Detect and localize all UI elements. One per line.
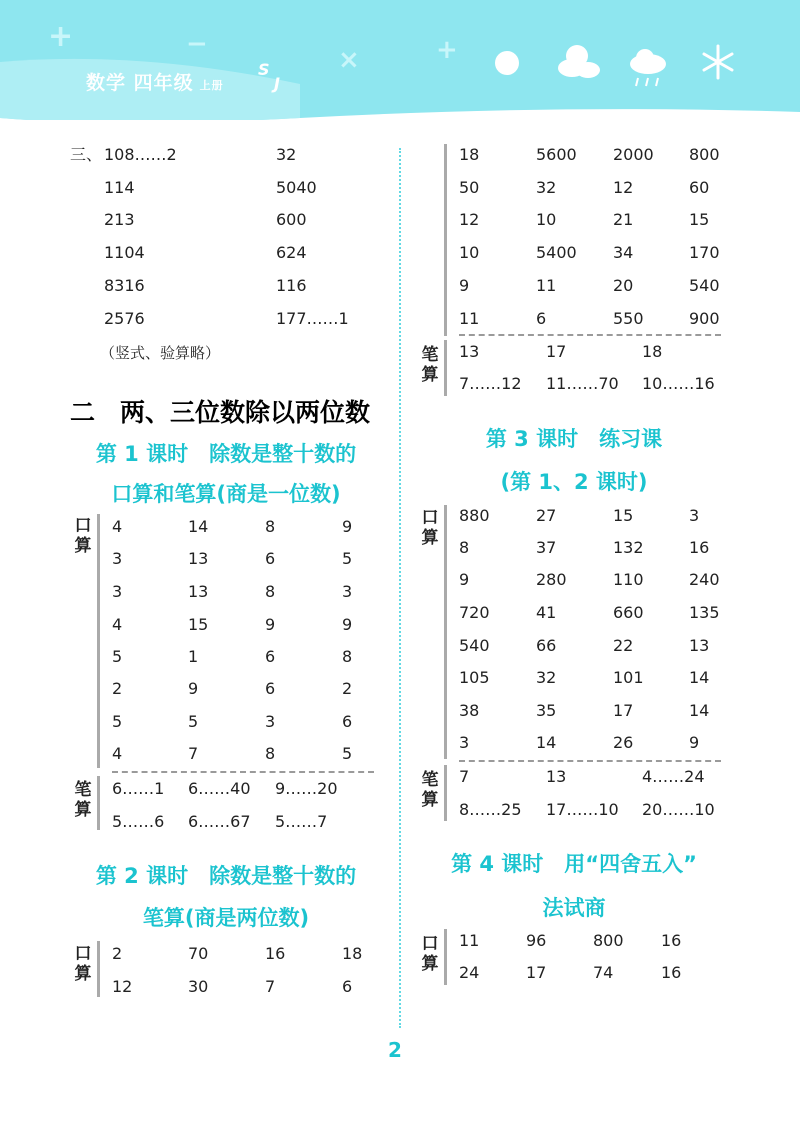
answer-cell: 17	[526, 963, 547, 982]
answer-cell: 3	[265, 712, 276, 731]
answer-cell: 880	[459, 506, 490, 525]
cont-kousuan-bar	[444, 144, 447, 336]
answer-cell: 6	[342, 712, 353, 731]
answer-cell: 13	[546, 767, 567, 786]
answer-cell: 15	[188, 615, 209, 634]
sun-icon	[495, 51, 519, 75]
cont-bisuan-bar	[444, 340, 447, 396]
svg-text:−: −	[186, 29, 208, 59]
answer-cell: 18	[459, 145, 480, 164]
lesson4-title-line2: 法试商	[542, 896, 606, 920]
answer-cell: 8	[265, 517, 276, 536]
answer-cell: 8	[342, 647, 353, 666]
answer-cell: 10	[536, 210, 557, 229]
lesson3-title-line2: (第 1、2 课时)	[500, 470, 648, 494]
answer-cell: 550	[613, 309, 644, 328]
answer-cell: 9	[265, 615, 276, 634]
answer-cell: 16	[689, 538, 710, 557]
page-header	[0, 0, 800, 120]
answer-cell: 13	[188, 549, 209, 568]
answer-cell: 22	[613, 636, 634, 655]
answer-cell: 4	[112, 517, 123, 536]
answer-cell: 9	[342, 517, 353, 536]
answer-cell: 21	[613, 210, 634, 229]
answer-cell: 4	[112, 615, 123, 634]
answer-cell: 26	[613, 733, 634, 752]
answer-cell: 5	[188, 712, 199, 731]
answer-cell: 4……24	[642, 767, 705, 786]
answer-cell: 5……7	[275, 812, 328, 831]
answer-cell: 2	[112, 944, 123, 963]
answer-cell: 18	[642, 342, 663, 361]
answer-cell: 20……10	[642, 800, 715, 819]
svg-text:+: +	[48, 19, 74, 54]
answer-cell: 34	[613, 243, 634, 262]
answer-cell: 10	[459, 243, 480, 262]
lesson2-title-line2: 笔算(商是两位数)	[142, 906, 310, 930]
lesson1-title-line2: 口算和笔算(商是一位数)	[111, 482, 341, 506]
answer-cell: 5	[342, 549, 353, 568]
answer-cell: 20	[613, 276, 634, 295]
answer-cell: 32	[536, 668, 557, 687]
answer-cell: 7……12	[459, 374, 522, 393]
answer-cell: 2000	[613, 145, 654, 164]
answer-cell: 105	[459, 668, 490, 687]
lesson3-bisuan-bar	[444, 765, 447, 821]
answer-cell: 213	[104, 210, 135, 229]
answer-cell: 30	[188, 977, 209, 996]
answer-cell: 5	[112, 647, 123, 666]
answer-cell: 12	[613, 178, 634, 197]
answer-cell: 14	[536, 733, 557, 752]
lesson1-kousuan-bar	[97, 514, 100, 768]
lesson3-separator	[459, 760, 721, 762]
answer-cell: 6	[265, 647, 276, 666]
lesson1-separator	[112, 771, 374, 773]
lesson2-title-line1: 第 2 课时 除数是整十数的	[95, 864, 357, 888]
answer-cell: 4	[112, 744, 123, 763]
answer-cell: 116	[276, 276, 307, 295]
answer-cell: 60	[689, 178, 710, 197]
chapter-title: 二 两、三位数除以两位数	[70, 398, 371, 427]
subject-grade: 数学 四年级	[86, 72, 194, 94]
lesson1-title-line1: 第 1 课时 除数是整十数的	[95, 442, 357, 466]
answer-cell: 1104	[104, 243, 145, 262]
answer-cell: 16	[661, 963, 682, 982]
answer-cell: 900	[689, 309, 720, 328]
lesson4-kousuan-bar	[444, 929, 447, 985]
answer-cell: 108……2	[104, 145, 177, 164]
answer-cell: 177……1	[276, 309, 349, 328]
lesson1-bisuan-bar	[97, 776, 100, 830]
lesson2-kousuan-bar	[97, 941, 100, 997]
answer-cell: 38	[459, 701, 480, 720]
answer-cell: 6	[342, 977, 353, 996]
answer-cell: 6	[265, 679, 276, 698]
answer-cell: 13	[459, 342, 480, 361]
column-divider	[399, 148, 401, 1028]
answer-cell: 14	[188, 517, 209, 536]
answer-cell: 17	[613, 701, 634, 720]
lesson4-title-line1: 第 4 课时 用“四舍五入”	[451, 852, 697, 876]
answer-cell: 170	[689, 243, 720, 262]
answer-cell: 11……70	[546, 374, 619, 393]
lesson3-title-line1: 第 3 课时 练习课	[485, 427, 663, 451]
answer-cell: 3	[459, 733, 470, 752]
answer-cell: 8	[265, 582, 276, 601]
answer-cell: 2576	[104, 309, 145, 328]
answer-cell: 3	[342, 582, 353, 601]
answer-cell: 9	[459, 276, 470, 295]
answer-cell: 8	[265, 744, 276, 763]
answer-cell: 17	[546, 342, 567, 361]
answer-cell: 132	[613, 538, 644, 557]
answer-cell: 540	[689, 276, 720, 295]
answer-cell: 280	[536, 570, 567, 589]
weather-icons	[0, 0, 800, 120]
page-number: 2	[388, 1038, 402, 1062]
answer-cell: 600	[276, 210, 307, 229]
answer-cell: 11	[459, 931, 480, 950]
answer-cell: 6	[265, 549, 276, 568]
answer-cell: 10……16	[642, 374, 715, 393]
answer-cell: 624	[276, 243, 307, 262]
answer-cell: 240	[689, 570, 720, 589]
answer-cell: 16	[661, 931, 682, 950]
answer-cell: 37	[536, 538, 557, 557]
answer-cell: 66	[536, 636, 557, 655]
answer-cell: 50	[459, 178, 480, 197]
answer-cell: 8316	[104, 276, 145, 295]
answer-cell: 13	[689, 636, 710, 655]
answer-cell: 2	[342, 679, 353, 698]
answer-cell: 7	[188, 744, 199, 763]
answer-cell: 101	[613, 668, 644, 687]
answer-cell: 2	[112, 679, 123, 698]
answer-cell: 96	[526, 931, 547, 950]
answer-cell: 3	[112, 582, 123, 601]
answer-cell: 18	[342, 944, 363, 963]
answer-cell: 16	[265, 944, 286, 963]
answer-cell: 660	[613, 603, 644, 622]
answer-cell: 15	[613, 506, 634, 525]
answer-cell: 5040	[276, 178, 317, 197]
answer-cell: 3	[112, 549, 123, 568]
answer-cell: 14	[689, 701, 710, 720]
answer-cell: 15	[689, 210, 710, 229]
badge-j: J	[274, 74, 280, 93]
answer-cell: 17……10	[546, 800, 619, 819]
answer-cell: 3	[689, 506, 700, 525]
answer-cell: 11	[459, 309, 480, 328]
answer-cell: 5	[112, 712, 123, 731]
answer-cell: 27	[536, 506, 557, 525]
lesson4-kousuan-label: 口算	[421, 934, 439, 974]
answer-cell: 5	[342, 744, 353, 763]
answer-cell: 9	[459, 570, 470, 589]
answer-cell: 800	[593, 931, 624, 950]
answer-cell: 8……25	[459, 800, 522, 819]
lesson3-bisuan-label: 笔算	[421, 770, 439, 810]
answer-cell: 135	[689, 603, 720, 622]
svg-text:+: +	[436, 35, 458, 65]
answer-cell: 24	[459, 963, 480, 982]
volume-label: 上册	[199, 79, 224, 92]
answer-cell: 540	[459, 636, 490, 655]
answer-cell: 12	[459, 210, 480, 229]
answer-cell: 1	[188, 647, 199, 666]
lesson2-kousuan-label: 口算	[74, 944, 92, 984]
answer-cell: 14	[689, 668, 710, 687]
lesson3-kousuan-bar	[444, 505, 447, 759]
answer-cell: 6	[536, 309, 547, 328]
answer-cell: 6……40	[188, 779, 251, 798]
answer-cell: 9	[342, 615, 353, 634]
svg-text:×: ×	[338, 45, 360, 75]
lesson1-bisuan-label: 笔算	[74, 780, 92, 820]
answer-cell: 7	[265, 977, 276, 996]
cont-bisuan-label: 笔算	[421, 345, 439, 385]
answer-cell: 9……20	[275, 779, 338, 798]
answer-cell: 5400	[536, 243, 577, 262]
lesson3-kousuan-label: 口算	[421, 508, 439, 548]
answer-cell: 8	[459, 538, 470, 557]
answer-cell: 35	[536, 701, 557, 720]
cont-separator	[459, 334, 721, 336]
section3-prefix: 三、	[70, 145, 103, 164]
answer-cell: 720	[459, 603, 490, 622]
snowflake-icon	[704, 46, 732, 78]
section3-note: （竖式、验算略）	[100, 344, 221, 362]
answer-cell: 7	[459, 767, 470, 786]
sun-cloud-icon	[558, 45, 600, 78]
answer-cell: 32	[536, 178, 557, 197]
badge-s: S	[258, 60, 270, 79]
answer-cell: 110	[613, 570, 644, 589]
answer-cell: 9	[188, 679, 199, 698]
answer-cell: 6……67	[188, 812, 251, 831]
answer-cell: 114	[104, 178, 135, 197]
answer-cell: 6……1	[112, 779, 165, 798]
answer-cell: 70	[188, 944, 209, 963]
answer-cell: 9	[689, 733, 700, 752]
lesson1-kousuan-label: 口算	[74, 516, 92, 556]
answer-cell: 800	[689, 145, 720, 164]
answer-cell: 74	[593, 963, 614, 982]
answer-cell: 41	[536, 603, 557, 622]
answer-cell: 5……6	[112, 812, 165, 831]
answer-cell: 12	[112, 977, 133, 996]
answer-cell: 11	[536, 276, 557, 295]
answer-cell: 5600	[536, 145, 577, 164]
answer-cell: 32	[276, 145, 297, 164]
rain-cloud-icon	[630, 49, 666, 86]
answer-cell: 13	[188, 582, 209, 601]
